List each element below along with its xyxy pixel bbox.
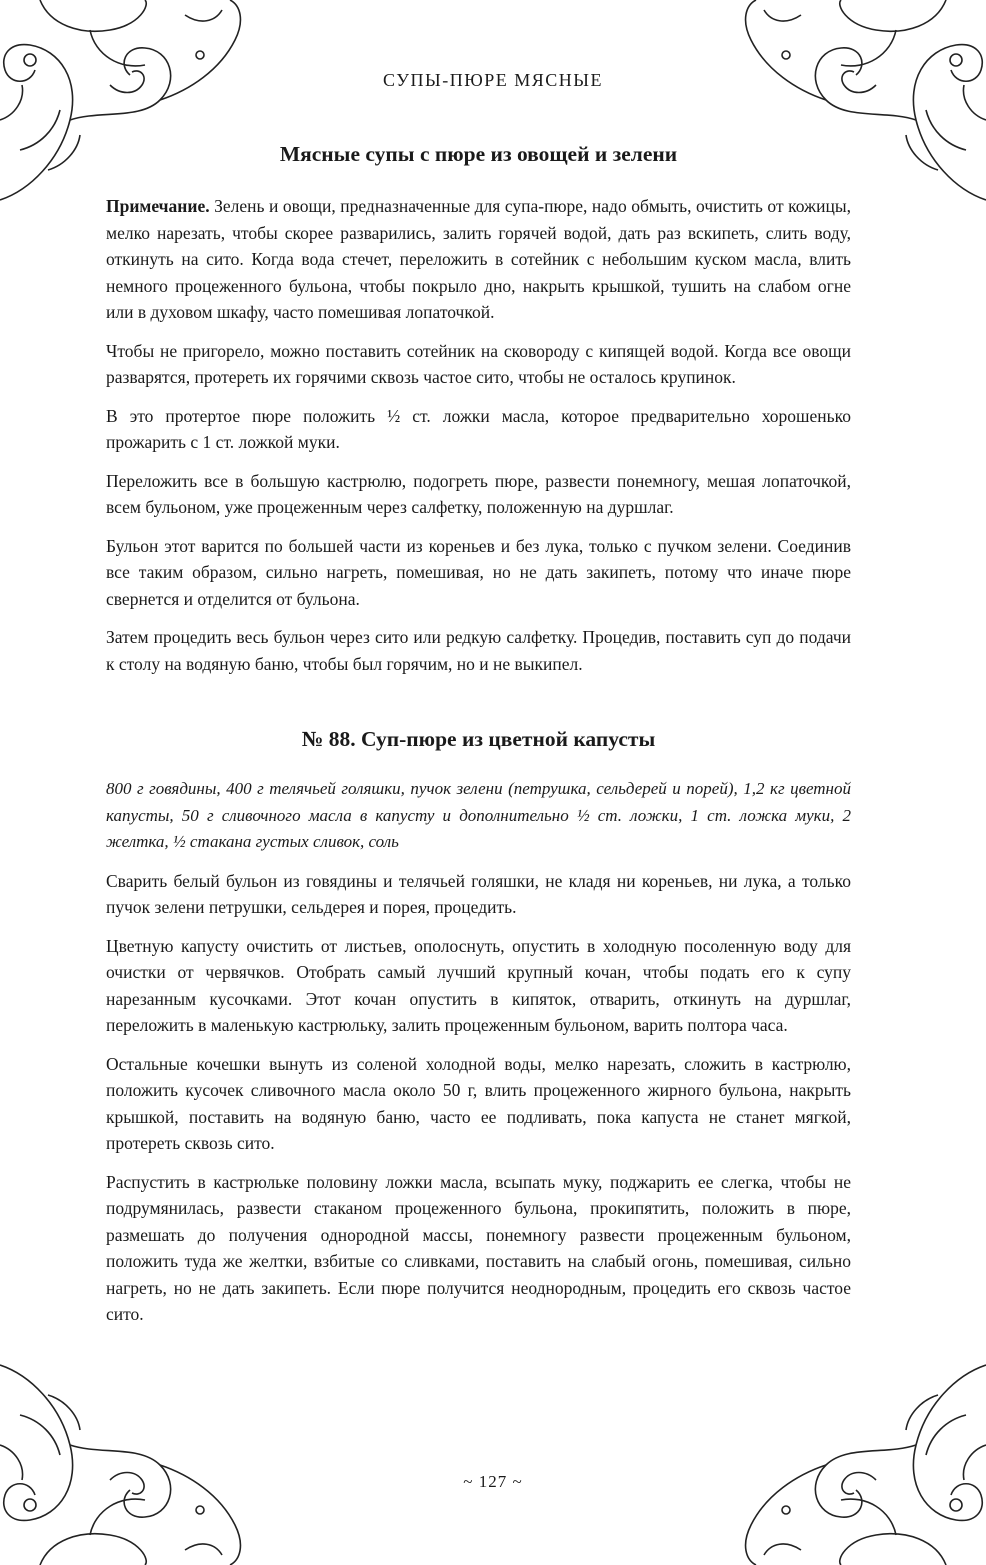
paragraph: В это протертое пюре положить ½ ст. ложки масла, которое предварительно хорошенько прожарить с 1 ст. ложкой муки. [106,405,851,452]
note-text: Зелень и овощи, предназначенные для супа-пюре, надо обмыть, очистить от кожицы, мелко нарезать, чтобы скорее разварились, залить горячей водой, дать раз вскипеть, слить воду, откинуть на сито. Когда вода стечет, переложить в сотейник с небольшим куском масла, влить немного процеженного бульона, чтобы покрыло дно, накрыть крышкой, тушить на слабом огне или в духовом шкафу, часто помешивая лопаточкой. [106,196,851,322]
running-head: СУПЫ-ПЮРЕ МЯСНЫЕ [383,70,603,90]
paragraph: Остальные кочешки вынуть из соленой холодной воды, мелко нарезать, сложить в кастрюлю, положить кусочек сливочного масла около 50 г, влить процеженного жирного бульона, накрыть крышкой, поставить на водяную баню, часто ее подливать, пока капуста не станет мягкой, протереть сквозь сито. [106,1053,851,1153]
ingredients-list: 800 г говядины, 400 г телячьей голяшки, пучок зелени (петрушка, сельдерей и порей), 1,2 кг цветной капусты, 50 г сливочного масла в капусту и дополнительно ½ ст. ложки, 1 ст. ложка муки, 2 желтка, ½ стакана густых сливок, соль [106,779,851,851]
note-paragraph [106,193,851,326]
page-body [106,142,851,1340]
paragraph: Переложить все в большую кастрюлю, подогреть пюре, развести понемногу, мешая лопаточкой, всем бульоном, уже процеженным через салфетку, положенную на дуршлаг. [106,470,851,517]
page-number: ~ 127 ~ [463,1472,523,1491]
paragraph: Бульон этот варится по большей части из кореньев и без лука, только с пучком зелени. Соединив все таким образом, сильно нагреть, помешивая, но не дать закипеть, потому что иначе пюре свернется и отделится от бульона. [106,535,851,609]
recipe-title: № 88. Суп-пюре из цветной капусты [301,727,656,751]
section-title: Мясные супы с пюре из овощей и зелени [279,142,678,166]
paragraph: Чтобы не пригорело, можно поставить сотейник на сковороду с кипящей водой. Когда все овощи разварятся, протереть их горячими сквозь частое сито, чтобы не осталось крупинок. [106,340,851,387]
note-label: Примечание. [106,196,210,216]
paragraph: Сварить белый бульон из говядины и телячьей голяшки, не кладя ни кореньев, ни лука, а только пучок зелени петрушки, сельдерея и порея, процедить. [106,870,851,917]
paragraph: Цветную капусту очистить от листьев, ополоснуть, опустить в холодную посоленную воду для очистки от червячков. Отобрать самый лучший крупный кочан, чтобы подать его к супу нарезанным кусочками. Этот кочан опустить в кипяток, отварить, откинуть на дуршлаг, переложить в маленькую кастрюльку, залить процеженным бульоном, варить полтора часа. [106,935,851,1035]
corner-ornament-bottom-right [736,1345,986,1565]
paragraph: Распустить в кастрюльке половину ложки масла, всыпать муку, поджарить ее слегка, чтобы не подрумянилась, развести стаканом процеженного бульона, прокипятить, положить в пюре, размешать до получения однородной массы, понемногу развести процеженным бульоном, положить туда же желтки, взбитые со сливками, поставить на слабый огонь, помешивая, сильно нагреть, но не дать закипеть. Если пюре получится неоднородным, процедить его сквозь частое сито. [106,1171,851,1324]
corner-ornament-bottom-left [0,1345,250,1565]
paragraph: Затем процедить весь бульон через сито или редкую салфетку. Процедив, поставить суп до подачи к столу на водяную баню, чтобы был горячим, но и не выкипел. [106,627,851,674]
